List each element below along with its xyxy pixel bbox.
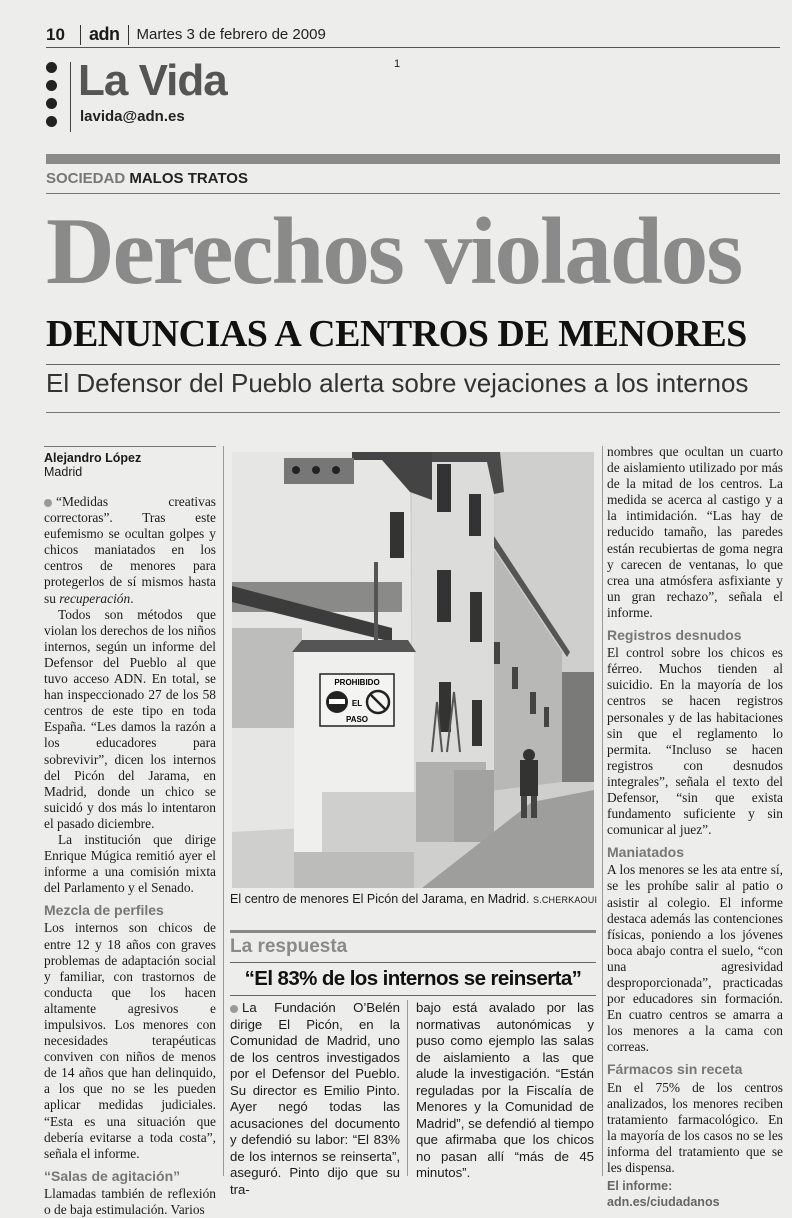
byline [44,446,216,479]
sign-text-top: PROHIBIDO [334,678,380,687]
kicker-section: SOCIEDAD [46,170,126,187]
section-divider [70,62,71,132]
column-divider [407,1000,408,1176]
folio-divider [128,25,129,45]
column-divider [223,446,224,1176]
paragraph: La institución que dirige Enrique Múgica remitió ayer el informe a una comisión mixta del Parlamento y el Senado. [44,831,216,896]
sidebar-title: “El 83% de los internos se reinserta” [230,962,596,996]
page-marker: 1 [394,58,401,70]
photo-building [232,452,594,888]
sidebar-text: La Fundación O’Belén dirige El Picón, en la Comunidad de Madrid, uno de los centros investigados por el Defensor del Pueblo. Su director es Emilio Pinto. Ayer negó todas las acusaciones del documento y defendió su labor: “El 83% de los internos se reinserta”, aseguró. Pinto dijo que su tra- [230,1000,400,1197]
paragraph: Todos son métodos que violan los derechos de los niños internos, según un informe del Defensor del Pueblo al que tuvo acceso ADN. En total, se han inspeccionado 27 de los 58 centros de este tipo en toda España. “Les damos la razón a los educadores para sobrevivir”, dicen los internos del Picón del Jarama, en Madrid, donde un chico se suicidó y dos más lo intentaron el pasado diciembre. [44,606,216,831]
subheading: Mezcla de perfiles [44,902,164,919]
paragraph: A los menores se les ata entre sí, se les prohíbe salir al patio o asistir al colegio. El informe destaca además las contenciones físicas, poniendo a los jóvenes boca abajo contra el suelo, “con una agresividad desproporcionada”, practicadas por educadores sin formación. En cuatro centros se amarra a los menores a la cama con correas. [607,862,783,1055]
sidebar-column-2: bajo está avalado por las normativas autonómicas y puso como ejemplo las salas de aislamiento a las que alude la investigación. “Están reguladas por la Fiscalía de Menores y la Comunidad de Madrid”, se defendió al tiempo que afirmaba que los chicos no pasan allí “más de 45 minutos”. [416,1000,594,1180]
section-title: La Vida [78,56,227,105]
paragraph: Llamadas también de reflexión o de baja estimulación. Varios [44,1185,216,1218]
bullet-icon [230,1005,238,1013]
kicker-topic: MALOS TRATOS [129,170,248,187]
bullet-icon [44,499,52,507]
author-name: Alejandro López [44,451,142,465]
article-column-1 [44,494,216,1218]
deck: El Defensor del Pueblo alerta sobre vejaciones a los internos [46,368,749,398]
paragraph: “Medidas creativas correctoras”. Tras este eufemismo se ocultan golpes y chicos maniatados en los centros de menores para protegerlos de sí mismos hasta su recuperación. [44,494,216,606]
sign-text-bottom: PASO [345,715,369,724]
photo-caption [230,892,596,906]
rule [46,412,780,413]
sidebar-label: La respuesta [230,930,596,958]
subheading: “Salas de agitación” [44,1167,181,1184]
kicker [46,170,780,194]
gray-band [46,154,780,164]
headline: Derechos violados [46,198,742,304]
issue-date: Martes 3 de febrero de 2009 [136,26,326,43]
sidebar-column-1 [230,1000,400,1198]
column-divider [602,446,603,1176]
photo-credit: S.CHERKAOUI [532,895,598,905]
subheading: Registros desnudos [607,627,742,644]
paragraph: El control sobre los chicos es férreo. Muchos tienden al suicidio. En la mayoría de los centros se hacen registros personales y de las habitaciones sin que el reglamento lo permita. “Incluso se hacen registros con desnudos integrales”, señala el texto del Defensor, “sin que exista fundamento suficiente y sin comunicar al juez”. [607,645,783,838]
reference-link[interactable]: El informe: adn.es/ciudadanos [607,1179,720,1210]
sign-text-mid: EL [351,699,363,708]
subheadline: DENUNCIAS A CENTROS DE MENORES [46,313,747,355]
caption-text: El centro de menores El Picón del Jarama, en Madrid. [230,892,530,906]
subheading: Fármacos sin receta [607,1061,743,1078]
page-number: 10 [46,24,65,44]
article-column-3 [607,444,783,1210]
subheading: Maniatados [607,844,685,861]
rule [46,364,780,365]
section-email[interactable]: lavida@adn.es [80,108,185,125]
folio-divider [80,25,81,45]
paragraph: nombres que ocultan un cuarto de aislamiento utilizado por más de la mitad de los centros. La medida se acerca al castigo y a la intimidación. “Las hay de reducido tamaño, las paredes están recubiertas de goma negra y carecen de ventanas, lo que crea una atmósfera asfixiante y un gran rechazo”, señala el informe. [607,444,783,620]
paragraph: Los internos son chicos de entre 12 y 18 años con graves problemas de adaptación social y familiar, con trastornos de conducta que los hacen altamente agresivos e impulsivos. Los menores con necesidades terapéuticas conviven con niños de menos de 14 años que han delinquido, a los que no se les pueden aplicar medidas judiciales. “Esta es una situación que debería evitarse a toda costa”, señala el informe. [44,920,216,1161]
section-dots-icon [46,62,57,134]
brand-logo: adn [89,24,120,44]
folio-bar [46,22,780,48]
dateline-city: Madrid [44,465,83,479]
paragraph: En el 75% de los centros analizados, los menores reciben tratamiento farmacológico. En la mayoría de los casos no se les informa del tratamiento que se les dispensa. [607,1079,783,1176]
